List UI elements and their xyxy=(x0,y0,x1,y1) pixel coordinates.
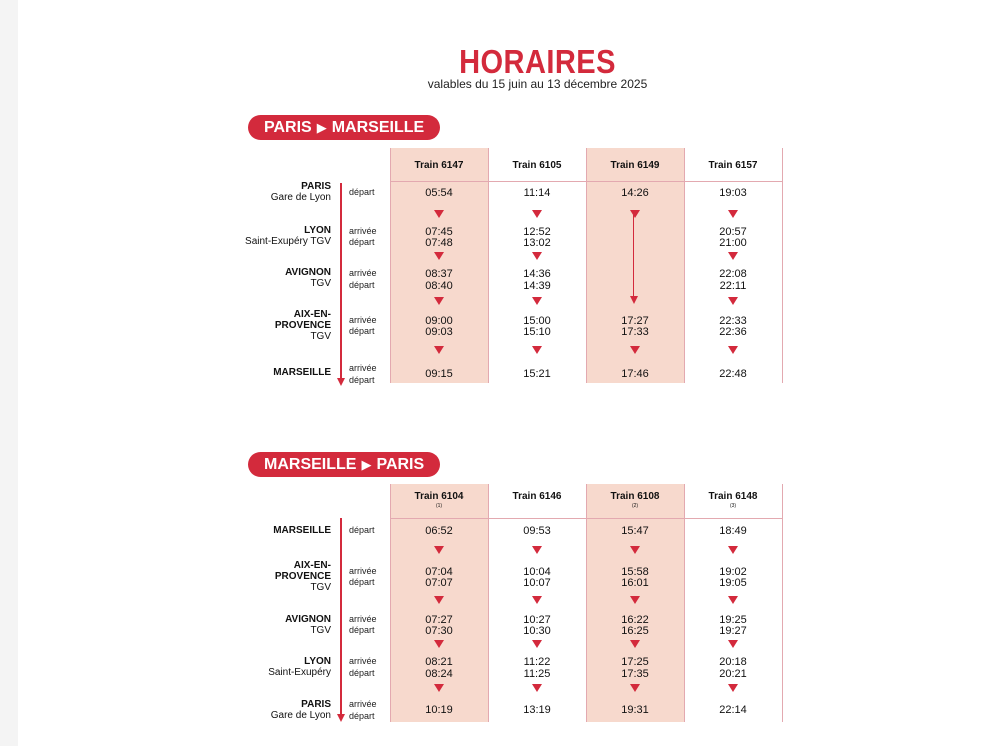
station-name xyxy=(271,181,331,203)
time-cell: 22:48 xyxy=(719,368,747,380)
departure-label: départ xyxy=(349,525,375,535)
time-cell: 17:27 xyxy=(621,315,649,327)
down-triangle-icon xyxy=(630,546,640,554)
play-arrow-icon: ▶ xyxy=(361,456,372,472)
station-subtitle: TGV xyxy=(310,625,331,636)
time-cell: 18:49 xyxy=(719,525,747,537)
column-divider xyxy=(586,484,587,722)
route-from: PARIS xyxy=(264,118,312,136)
station-subtitle: Gare de Lyon xyxy=(270,192,331,203)
station-title: AVIGNON xyxy=(285,267,331,278)
time-cell: 05:54 xyxy=(425,187,453,199)
time-cell: 10:19 xyxy=(425,704,453,716)
validity-period: valables du 15 juin au 13 décembre 2025 xyxy=(427,77,648,91)
arrival-label: arrivée xyxy=(349,566,377,576)
time-cell: 20:21 xyxy=(719,668,747,680)
column-divider xyxy=(488,484,489,722)
time-cell: 15:00 xyxy=(523,315,551,327)
time-cell: 08:40 xyxy=(425,280,453,292)
train-footnote: (1) xyxy=(435,503,443,509)
train-number: Train 6146 xyxy=(512,491,562,502)
time-cell: 16:01 xyxy=(621,577,649,589)
time-cell: 07:45 xyxy=(425,226,453,238)
departure-label: départ xyxy=(349,711,375,721)
train-number-header xyxy=(390,160,488,171)
departure-label: départ xyxy=(349,237,375,247)
down-triangle-icon xyxy=(728,684,738,692)
time-cell: 11:22 xyxy=(523,656,551,668)
time-cell: 20:57 xyxy=(719,226,747,238)
down-triangle-icon xyxy=(630,596,640,604)
time-cell: 08:21 xyxy=(425,656,453,668)
arrival-label: arrivée xyxy=(349,363,377,373)
down-triangle-icon xyxy=(630,346,640,354)
time-cell: 22:33 xyxy=(719,315,747,327)
header-divider xyxy=(390,518,782,519)
station-name xyxy=(275,560,331,593)
train-number-header xyxy=(684,491,782,509)
arrival-label: arrivée xyxy=(349,699,377,709)
down-triangle-icon xyxy=(630,684,640,692)
time-cell: 17:35 xyxy=(621,668,649,680)
train-number-header xyxy=(684,160,782,171)
time-cell: 08:37 xyxy=(425,268,453,280)
nonstop-line xyxy=(633,215,634,299)
departure-label: départ xyxy=(349,187,375,197)
down-triangle-icon xyxy=(434,546,444,554)
station-name xyxy=(275,309,331,342)
down-triangle-icon xyxy=(434,346,444,354)
time-cell: 11:25 xyxy=(523,668,551,680)
station-name xyxy=(285,267,331,289)
station-subtitle: Gare de Lyon xyxy=(270,710,331,721)
time-cell: 07:30 xyxy=(425,625,453,637)
column-divider xyxy=(782,484,783,722)
station-name xyxy=(245,225,331,247)
down-triangle-icon xyxy=(532,546,542,554)
station-name xyxy=(273,525,331,536)
route-to: MARSEILLE xyxy=(331,118,425,136)
time-cell: 13:19 xyxy=(523,704,551,716)
train-footnote: (2) xyxy=(631,503,639,509)
down-triangle-icon xyxy=(532,640,542,648)
down-triangle-icon xyxy=(532,252,542,260)
nonstop-arrow-icon xyxy=(630,296,638,304)
time-cell: 15:58 xyxy=(621,566,649,578)
train-number-header xyxy=(488,160,586,171)
station-name xyxy=(285,614,331,636)
train-number: Train 6149 xyxy=(610,160,660,171)
time-cell: 17:46 xyxy=(621,368,649,380)
station-title: AVIGNON xyxy=(285,614,331,625)
time-cell: 15:10 xyxy=(523,326,551,338)
play-arrow-icon: ▶ xyxy=(316,119,327,135)
down-triangle-icon xyxy=(728,252,738,260)
time-cell: 10:27 xyxy=(523,614,551,626)
route-to: PARIS xyxy=(376,455,425,473)
station-title: AIX-EN- xyxy=(293,560,331,571)
train-number: Train 6108 xyxy=(610,491,660,502)
departure-label: départ xyxy=(349,375,375,385)
page-title: HORAIRES xyxy=(459,43,616,80)
down-triangle-icon xyxy=(532,297,542,305)
arrival-label: arrivée xyxy=(349,614,377,624)
train-number: Train 6157 xyxy=(708,160,758,171)
time-cell: 09:53 xyxy=(523,525,551,537)
column-divider xyxy=(684,148,685,383)
time-cell: 15:47 xyxy=(621,525,649,537)
direction-arrow-icon xyxy=(337,714,345,722)
departure-label: départ xyxy=(349,625,375,635)
station-title: PARIS xyxy=(301,181,331,192)
down-triangle-icon xyxy=(532,346,542,354)
down-triangle-icon xyxy=(532,596,542,604)
down-triangle-icon xyxy=(434,297,444,305)
time-cell: 19:25 xyxy=(719,614,747,626)
down-triangle-icon xyxy=(434,596,444,604)
time-cell: 10:30 xyxy=(523,625,551,637)
station-title: LYON xyxy=(304,225,331,236)
down-triangle-icon xyxy=(434,684,444,692)
train-number-header xyxy=(488,491,586,502)
time-cell: 09:15 xyxy=(425,368,453,380)
departure-label: départ xyxy=(349,577,375,587)
down-triangle-icon xyxy=(434,210,444,218)
down-triangle-icon xyxy=(728,210,738,218)
station-subtitle: TGV xyxy=(310,278,331,289)
station-title: MARSEILLE xyxy=(273,367,331,378)
train-number: Train 6105 xyxy=(512,160,562,171)
time-cell: 19:02 xyxy=(719,566,747,578)
time-cell: 13:02 xyxy=(523,237,551,249)
time-cell: 06:52 xyxy=(425,525,453,537)
time-cell: 19:27 xyxy=(719,625,747,637)
station-title: AIX-EN- xyxy=(293,309,331,320)
time-cell: 09:00 xyxy=(425,315,453,327)
time-cell: 14:26 xyxy=(621,187,649,199)
train-number: Train 6147 xyxy=(414,160,464,171)
departure-label: départ xyxy=(349,326,375,336)
arrival-label: arrivée xyxy=(349,656,377,666)
time-cell: 14:36 xyxy=(523,268,551,280)
direction-line xyxy=(340,518,342,714)
time-cell: 16:25 xyxy=(621,625,649,637)
arrival-label: arrivée xyxy=(349,226,377,236)
station-title: MARSEILLE xyxy=(273,525,331,536)
time-cell: 16:22 xyxy=(621,614,649,626)
time-cell: 21:00 xyxy=(719,237,747,249)
down-triangle-icon xyxy=(728,596,738,604)
page-edge xyxy=(0,0,18,746)
train-number: Train 6148 xyxy=(708,491,758,502)
time-cell: 19:03 xyxy=(719,187,747,199)
down-triangle-icon xyxy=(532,684,542,692)
station-name xyxy=(273,367,331,378)
time-cell: 09:03 xyxy=(425,326,453,338)
time-cell: 15:21 xyxy=(523,368,551,380)
down-triangle-icon xyxy=(728,640,738,648)
departure-label: départ xyxy=(349,668,375,678)
time-cell: 08:24 xyxy=(425,668,453,680)
station-name xyxy=(271,699,331,721)
header-divider xyxy=(390,181,782,182)
time-cell: 17:25 xyxy=(621,656,649,668)
time-cell: 07:04 xyxy=(425,566,453,578)
station-title: PARIS xyxy=(301,699,331,710)
down-triangle-icon xyxy=(728,546,738,554)
time-cell: 19:05 xyxy=(719,577,747,589)
down-triangle-icon xyxy=(434,640,444,648)
column-divider xyxy=(684,484,685,722)
down-triangle-icon xyxy=(728,346,738,354)
time-cell: 22:11 xyxy=(719,280,747,292)
train-number-header xyxy=(390,491,488,509)
time-cell: 20:18 xyxy=(719,656,747,668)
time-cell: 12:52 xyxy=(523,226,551,238)
down-triangle-icon xyxy=(728,297,738,305)
route-heading xyxy=(248,452,440,477)
time-cell: 10:04 xyxy=(523,566,551,578)
time-cell: 07:48 xyxy=(425,237,453,249)
time-cell: 07:07 xyxy=(425,577,453,589)
station-title-line2: PROVENCE xyxy=(274,320,331,331)
time-cell: 10:07 xyxy=(523,577,551,589)
down-triangle-icon xyxy=(434,252,444,260)
train-number-header xyxy=(586,160,684,171)
column-divider xyxy=(390,484,391,722)
route-from: MARSEILLE xyxy=(264,455,357,473)
time-cell: 17:33 xyxy=(621,326,649,338)
down-triangle-icon xyxy=(630,210,640,218)
station-subtitle: Saint-Exupéry TGV xyxy=(245,236,331,247)
departure-label: départ xyxy=(349,280,375,290)
station-title: LYON xyxy=(304,656,331,667)
train-footnote: (3) xyxy=(729,503,737,509)
time-cell: 22:08 xyxy=(719,268,747,280)
station-title-line2: PROVENCE xyxy=(274,571,331,582)
column-divider xyxy=(488,148,489,383)
train-number: Train 6104 xyxy=(414,491,464,502)
direction-line xyxy=(340,183,342,378)
time-cell: 19:31 xyxy=(621,704,649,716)
column-divider xyxy=(782,148,783,383)
arrival-label: arrivée xyxy=(349,315,377,325)
station-subtitle: TGV xyxy=(310,582,331,593)
arrival-label: arrivée xyxy=(349,268,377,278)
column-divider xyxy=(586,148,587,383)
direction-arrow-icon xyxy=(337,378,345,386)
train-number-header xyxy=(586,491,684,509)
station-subtitle: Saint-Exupéry xyxy=(268,667,331,678)
column-divider xyxy=(390,148,391,383)
station-name xyxy=(268,656,331,678)
down-triangle-icon xyxy=(630,640,640,648)
down-triangle-icon xyxy=(532,210,542,218)
time-cell: 22:14 xyxy=(719,704,747,716)
time-cell: 22:36 xyxy=(719,326,747,338)
station-subtitle: TGV xyxy=(310,331,331,342)
time-cell: 07:27 xyxy=(425,614,453,626)
time-cell: 14:39 xyxy=(523,280,551,292)
time-cell: 11:14 xyxy=(523,187,551,199)
route-heading xyxy=(248,115,440,140)
